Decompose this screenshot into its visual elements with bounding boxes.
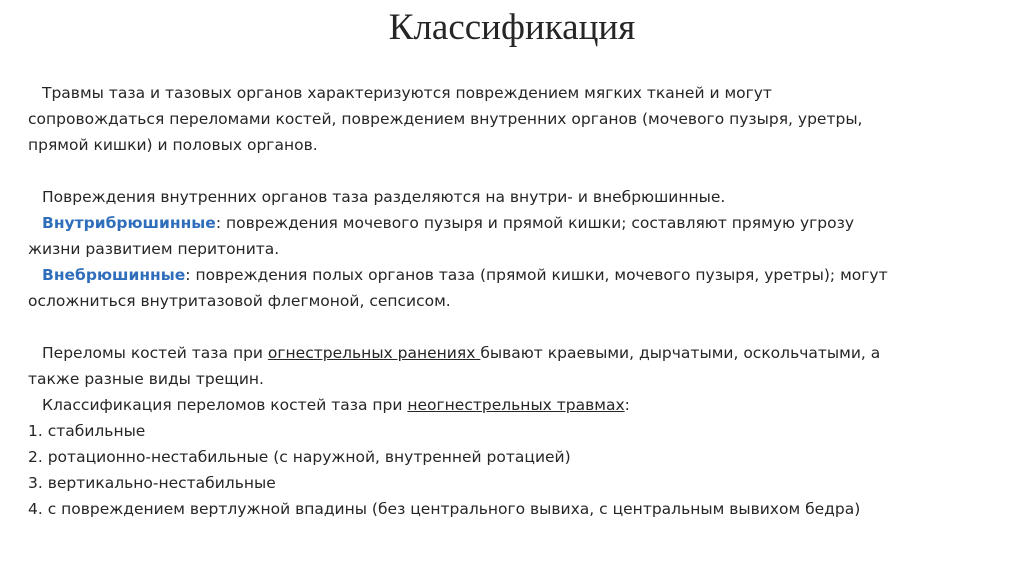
para3-line1 bbox=[28, 340, 988, 366]
para3-line2: также разные виды трещин. bbox=[28, 370, 264, 388]
para1-line3: прямой кишки) и половых органов. bbox=[28, 136, 318, 154]
firearm-wounds-link: огнестрельных ранениях bbox=[267, 344, 481, 362]
para1-line1: Травмы таза и тазовых органов характеризуются повреждением мягких тканей и могут bbox=[42, 84, 772, 102]
list-item: 3. вертикально-нестабильные bbox=[28, 474, 276, 492]
extra-term: Внебрюшинные bbox=[42, 266, 186, 284]
list-item: 2. ротационно-нестабильные (с наружной, внутренней ротацией) bbox=[28, 448, 571, 466]
para2-extra-line1 bbox=[28, 262, 988, 288]
extra-text: : повреждения полых органов таза (прямой кишки, мочевого пузыря, уретры); могут bbox=[185, 266, 888, 284]
para3-after: бывают краевыми, дырчатыми, оскольчатыми, а bbox=[480, 344, 881, 362]
para2-intro: Повреждения внутренних органов таза разделяются на внутри- и внебрюшинные. bbox=[42, 188, 726, 206]
slide-title: Классификация bbox=[388, 7, 636, 48]
para2-extra-line2: осложниться внутритазовой флегмоной, сепсисом. bbox=[28, 292, 451, 310]
para2-intra-line1 bbox=[28, 210, 988, 236]
list-item: 4. с повреждением вертлужной впадины (без центрального вывиха, с центральным вывихом бедра) bbox=[28, 500, 861, 518]
non-firearm-injuries-link: неогнестрельных травмах bbox=[407, 396, 625, 414]
class-after: : bbox=[624, 396, 630, 414]
class-before: Классификация переломов костей таза при bbox=[42, 396, 408, 414]
para3-before: Переломы костей таза при bbox=[42, 344, 268, 362]
para1-line2: сопровождаться переломами костей, повреждением внутренних органов (мочевого пузыря, уретры, bbox=[28, 110, 863, 128]
intra-text: : повреждения мочевого пузыря и прямой кишки; составляют прямую угрозу bbox=[215, 214, 854, 232]
classification-line bbox=[28, 392, 988, 418]
spacer bbox=[28, 158, 988, 184]
intra-term: Внутрибрюшинные bbox=[42, 214, 216, 232]
slide-body bbox=[28, 80, 988, 522]
para2-intra-line2: жизни развитием перитонита. bbox=[28, 240, 280, 258]
spacer bbox=[28, 314, 988, 340]
list-item: 1. стабильные bbox=[28, 422, 146, 440]
